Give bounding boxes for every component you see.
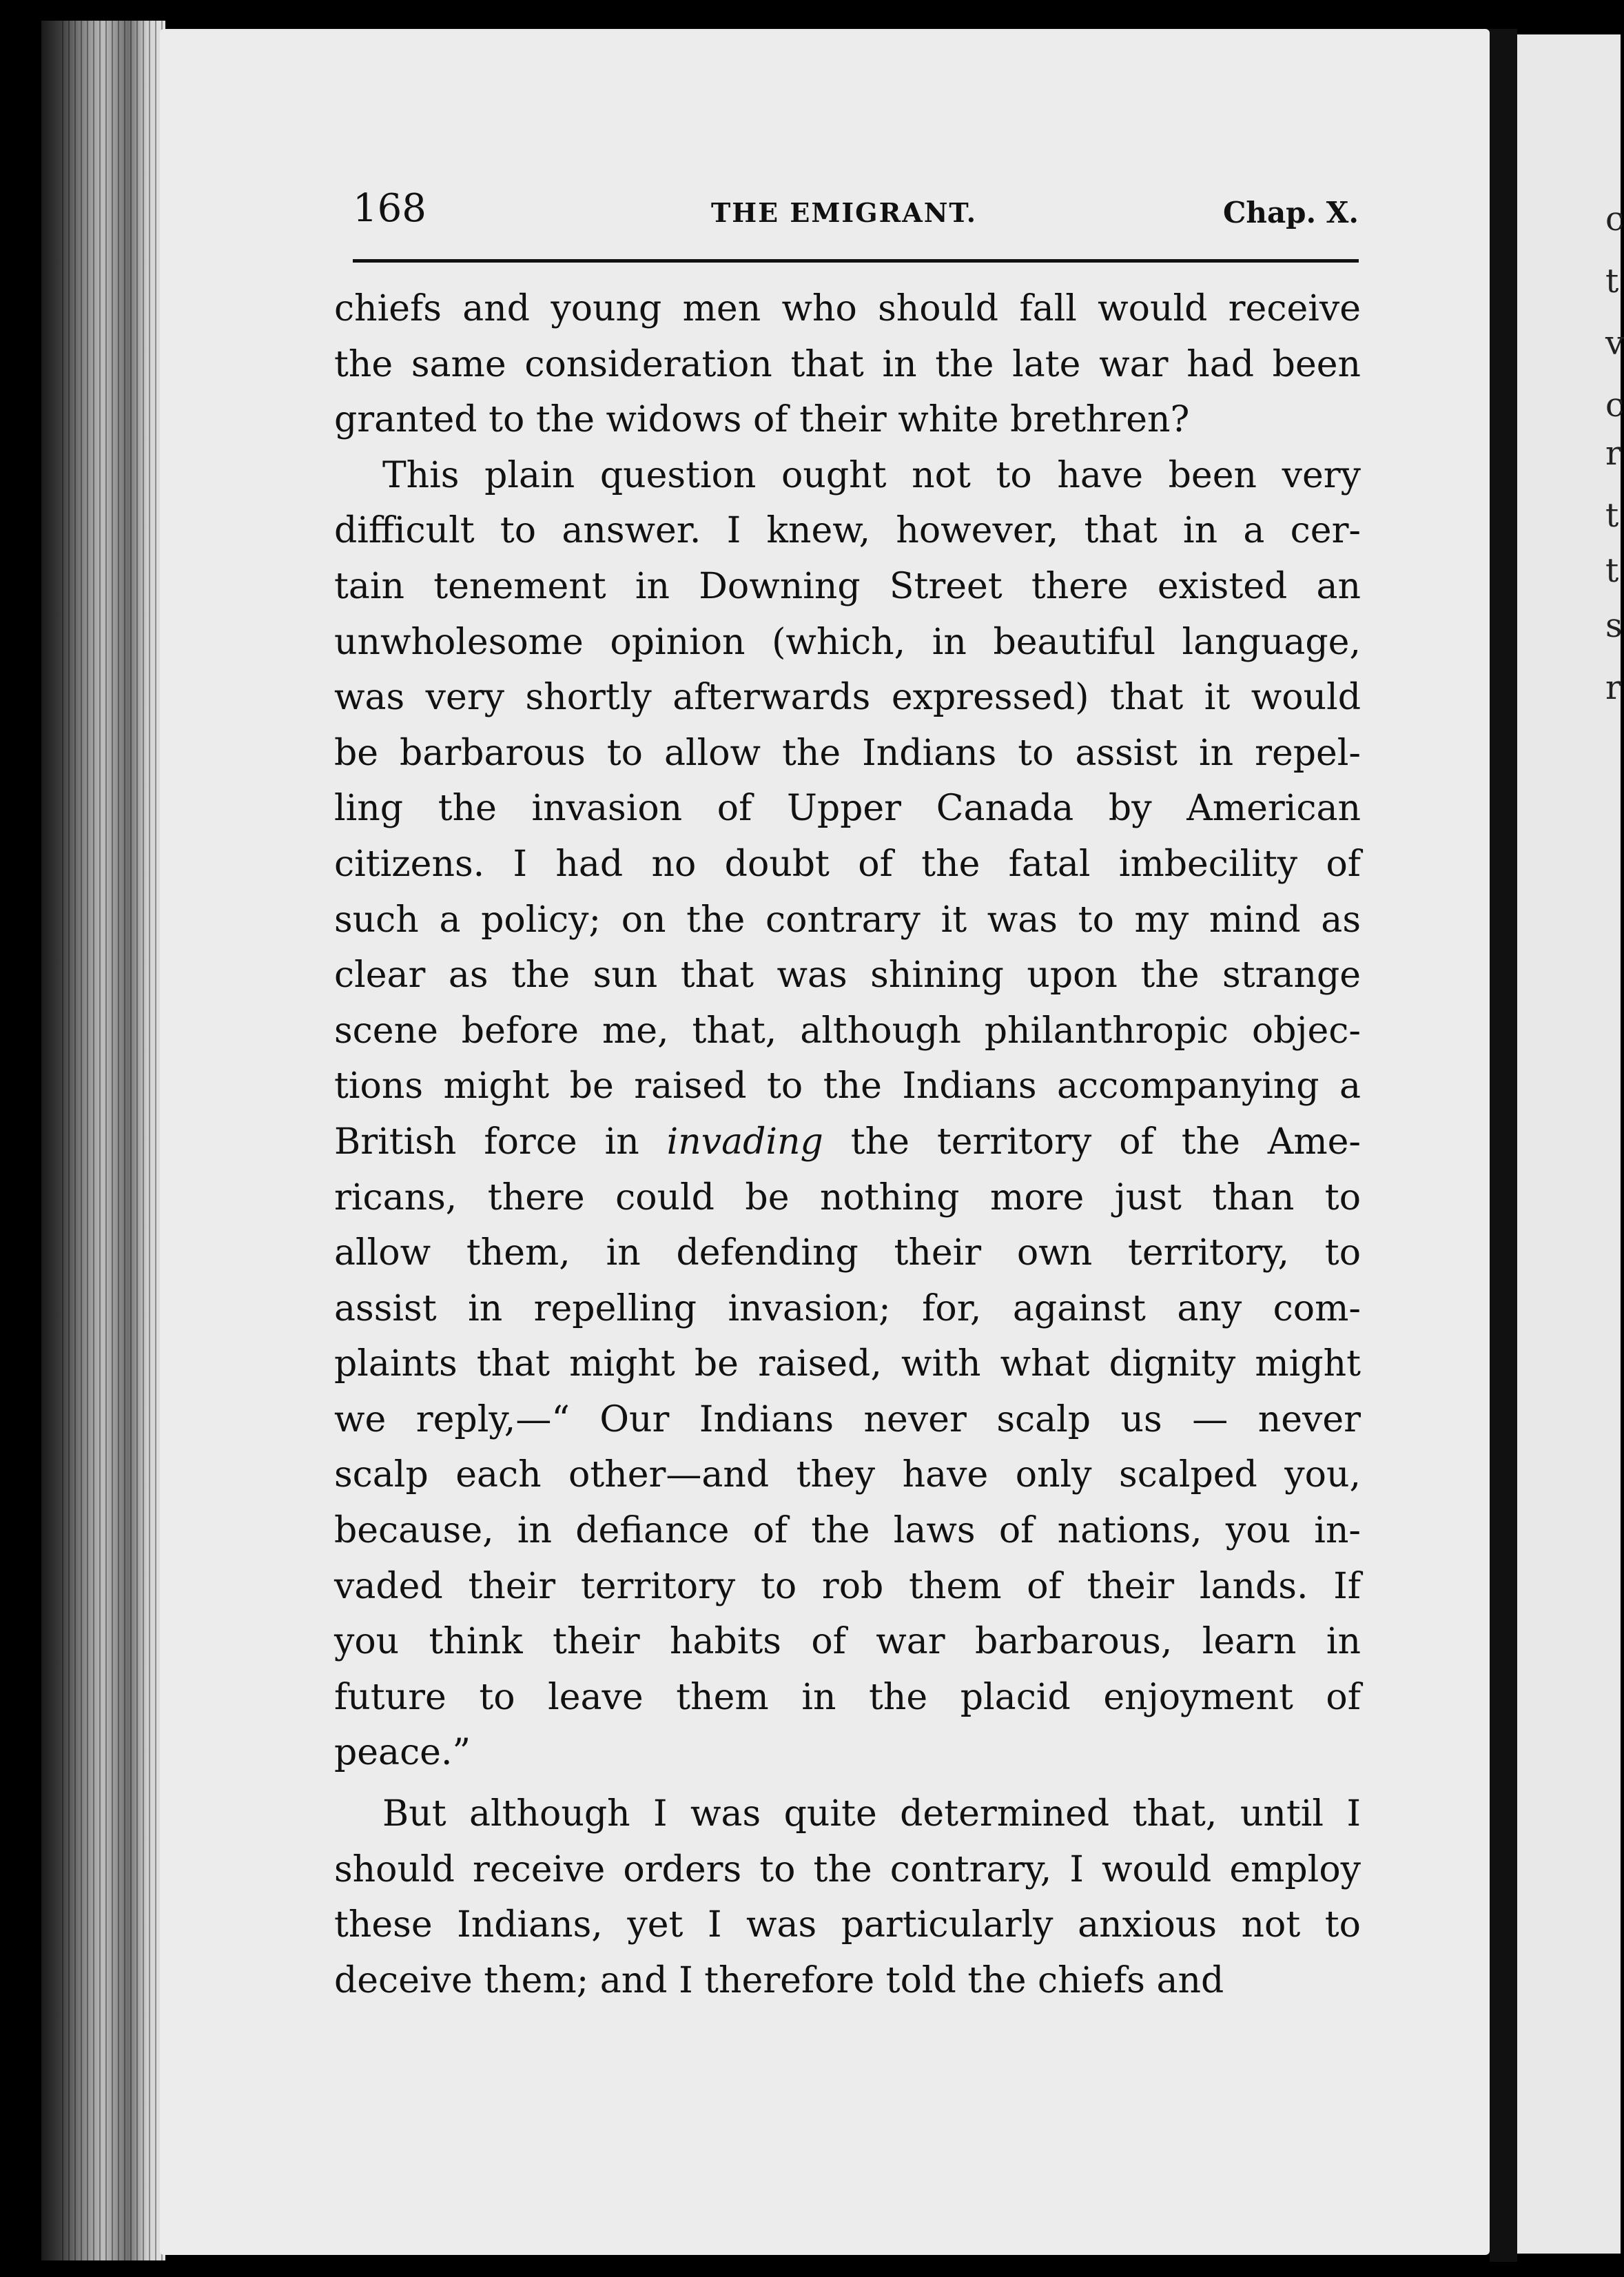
- facing-page: [1517, 34, 1621, 2254]
- text-line: such a policy; on the contrary it was to my mind as: [334, 899, 1361, 941]
- text-line: peace.”: [334, 1732, 471, 1774]
- text-line: [334, 1114, 1361, 1170]
- facing-page-letter: c: [1605, 200, 1624, 238]
- facing-page-letter: s: [1605, 606, 1623, 645]
- text-line: vaded their territory to rob them of their lands. If: [334, 1565, 1361, 1607]
- facing-page-letter: t: [1605, 262, 1619, 300]
- paragraph: [334, 281, 1361, 448]
- chapter-label: Chap. X.: [1223, 196, 1359, 229]
- paragraph: [334, 1786, 1361, 2008]
- text-line: This plain question ought not to have been very: [382, 454, 1361, 496]
- text-line: future to leave them in the placid enjoyment of: [334, 1676, 1361, 1718]
- text-line: unwholesome opinion (which, in beautiful language,: [334, 621, 1361, 663]
- facing-page-letter: r: [1605, 668, 1621, 707]
- facing-page-letter: c: [1605, 386, 1624, 425]
- paragraph: [334, 448, 1361, 1781]
- body-text: [334, 281, 1361, 2008]
- book-gutter: [1490, 29, 1517, 2262]
- text-line: deceive them; and I therefore told the chiefs and: [334, 1959, 1224, 2001]
- text-line: allow them, in defending their own territory, to: [334, 1232, 1361, 1274]
- text-line: scene before me, that, although philanthropic objec-: [334, 1010, 1361, 1052]
- facing-page-letter: r: [1605, 434, 1621, 473]
- page-edges: [62, 21, 165, 2260]
- text-line: clear as the sun that was shining upon the strange: [334, 954, 1361, 997]
- text-line: tain tenement in Downing Street there existed an: [334, 565, 1361, 607]
- text-line: plaints that might be raised, with what dignity might: [334, 1343, 1361, 1385]
- facing-page-letter: v: [1605, 324, 1624, 363]
- header-rule: [353, 259, 1359, 263]
- text-line: the same consideration that in the late war had been: [334, 343, 1361, 385]
- text-line: citizens. I had no doubt of the fatal imbecility of: [334, 843, 1361, 885]
- text-line: tions might be raised to the Indians accompanying a: [334, 1065, 1361, 1107]
- text-line: assist in repelling invasion; for, against any com-: [334, 1287, 1361, 1329]
- text-segment: British force in: [334, 1121, 667, 1163]
- text-line: difficult to answer. I knew, however, that in a cer-: [334, 510, 1361, 552]
- page-header: [353, 186, 1359, 241]
- text-line: we reply,—“ Our Indians never scalp us — never: [334, 1398, 1361, 1440]
- text-line: ling the invasion of Upper Canada by American: [334, 788, 1361, 830]
- running-title: THE EMIGRANT.: [711, 197, 978, 228]
- text-segment: the territory of the Ame-: [823, 1121, 1361, 1163]
- text-line: be barbarous to allow the Indians to assist in repel-: [334, 732, 1361, 774]
- text-line: you think their habits of war barbarous, learn in: [334, 1621, 1361, 1663]
- text-line: should receive orders to the contrary, I would employ: [334, 1848, 1361, 1890]
- text-line: chiefs and young men who should fall would receive: [334, 288, 1361, 329]
- text-line: was very shortly afterwards expressed) that it would: [334, 677, 1361, 719]
- text-line: scalp each other—and they have only scalped you,: [334, 1454, 1361, 1496]
- text-line: But although I was quite determined that, until I: [382, 1793, 1361, 1835]
- text-line: because, in defiance of the laws of nations, you in-: [334, 1510, 1361, 1552]
- facing-page-letter: t: [1605, 551, 1619, 590]
- page-number: 168: [353, 186, 426, 231]
- text-line: granted to the widows of their white brethren?: [334, 399, 1190, 441]
- facing-page-letter: t: [1605, 496, 1619, 535]
- italic-word: invading: [666, 1121, 823, 1163]
- text-line: these Indians, yet I was particularly anxious not to: [334, 1904, 1361, 1946]
- text-line: ricans, there could be nothing more just than to: [334, 1176, 1361, 1218]
